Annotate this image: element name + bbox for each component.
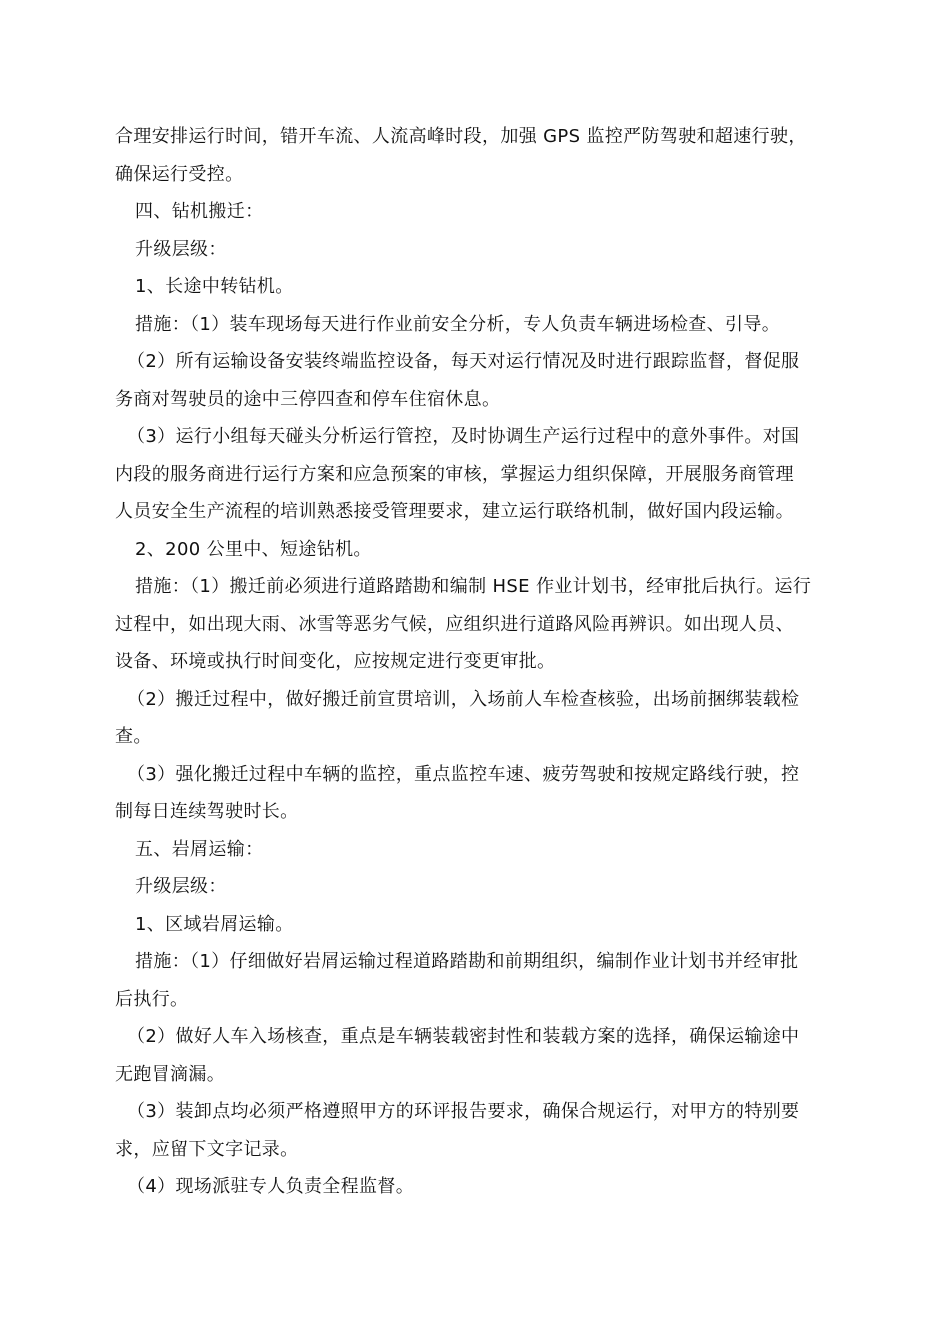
measure-paragraph: 措施：（1）装车现场每天进行作业前安全分析，专人负责车辆进场检查、引导。 bbox=[135, 313, 781, 335]
text-line: 合理安排运行时间，错开车流、人流高峰时段，加强 GPS 监控严防驾驶和超速行驶， bbox=[115, 126, 807, 147]
measure-paragraph: 措施：（1）仔细做好岩屑运输过程道路踏勘和前期组织，编制作业计划书并经审批 bbox=[135, 951, 799, 972]
measure-paragraph: （2）做好人车入场核查，重点是车辆装载密封性和装载方案的选择，确保运输途中 bbox=[127, 1026, 800, 1047]
text-line: 务商对驾驶员的途中三停四查和停车住宿休息。 bbox=[115, 388, 501, 410]
text-line: 无跑冒滴漏。 bbox=[115, 1063, 226, 1085]
text-line: 查。 bbox=[115, 726, 152, 747]
text-line: 后执行。 bbox=[115, 988, 189, 1010]
measure-paragraph: （2）搬迁过程中，做好搬迁前宣贯培训，入场前人车检查核验，出场前捆绑装载检 bbox=[127, 688, 800, 710]
text-line: 过程中，如出现大雨、冰雪等恶劣气候，应组织进行道路风险再辨识。如出现人员、 bbox=[115, 613, 794, 635]
section-heading: 四、钻机搬迁： bbox=[135, 201, 264, 222]
measure-paragraph: （4）现场派驻专人负责全程监督。 bbox=[127, 1176, 415, 1197]
list-item: 2、200 公里中、短途钻机。 bbox=[135, 538, 372, 560]
text-line: 求，应留下文字记录。 bbox=[115, 1138, 299, 1160]
text-line: 制每日连续驾驶时长。 bbox=[115, 801, 299, 822]
measure-paragraph: （3）运行小组每天碰头分析运行管控，及时协调生产运行过程中的意外事件。对国 bbox=[127, 426, 800, 447]
list-item: 1、长途中转钻机。 bbox=[135, 276, 294, 297]
subheading: 升级层级： bbox=[135, 238, 227, 260]
measure-paragraph: 措施：（1）搬迁前必须进行道路踏勘和编制 HSE 作业计划书，经审批后执行。运行 bbox=[135, 576, 812, 597]
measure-paragraph: （3）强化搬迁过程中车辆的监控，重点监控车速、疲劳驾驶和按规定路线行驶，控 bbox=[127, 763, 800, 785]
section-heading: 五、岩屑运输： bbox=[135, 838, 264, 860]
text-line: 人员安全生产流程的培训熟悉接受管理要求，建立运行联络机制，做好国内段运输。 bbox=[115, 501, 794, 522]
list-item: 1、区域岩屑运输。 bbox=[135, 913, 294, 935]
measure-paragraph: （2）所有运输设备安装终端监控设备，每天对运行情况及时进行跟踪监督，督促服 bbox=[127, 351, 800, 372]
text-line: 设备、环境或执行时间变化，应按规定进行变更审批。 bbox=[115, 651, 556, 672]
subheading: 升级层级： bbox=[135, 876, 227, 897]
text-line: 内段的服务商进行运行方案和应急预案的审核，掌握运力组织保障，开展服务商管理 bbox=[115, 463, 794, 485]
measure-paragraph: （3）装卸点均必须严格遵照甲方的环评报告要求，确保合规运行，对甲方的特别要 bbox=[127, 1101, 800, 1122]
document-body bbox=[115, 118, 837, 1206]
text-line: 确保运行受控。 bbox=[115, 163, 244, 185]
